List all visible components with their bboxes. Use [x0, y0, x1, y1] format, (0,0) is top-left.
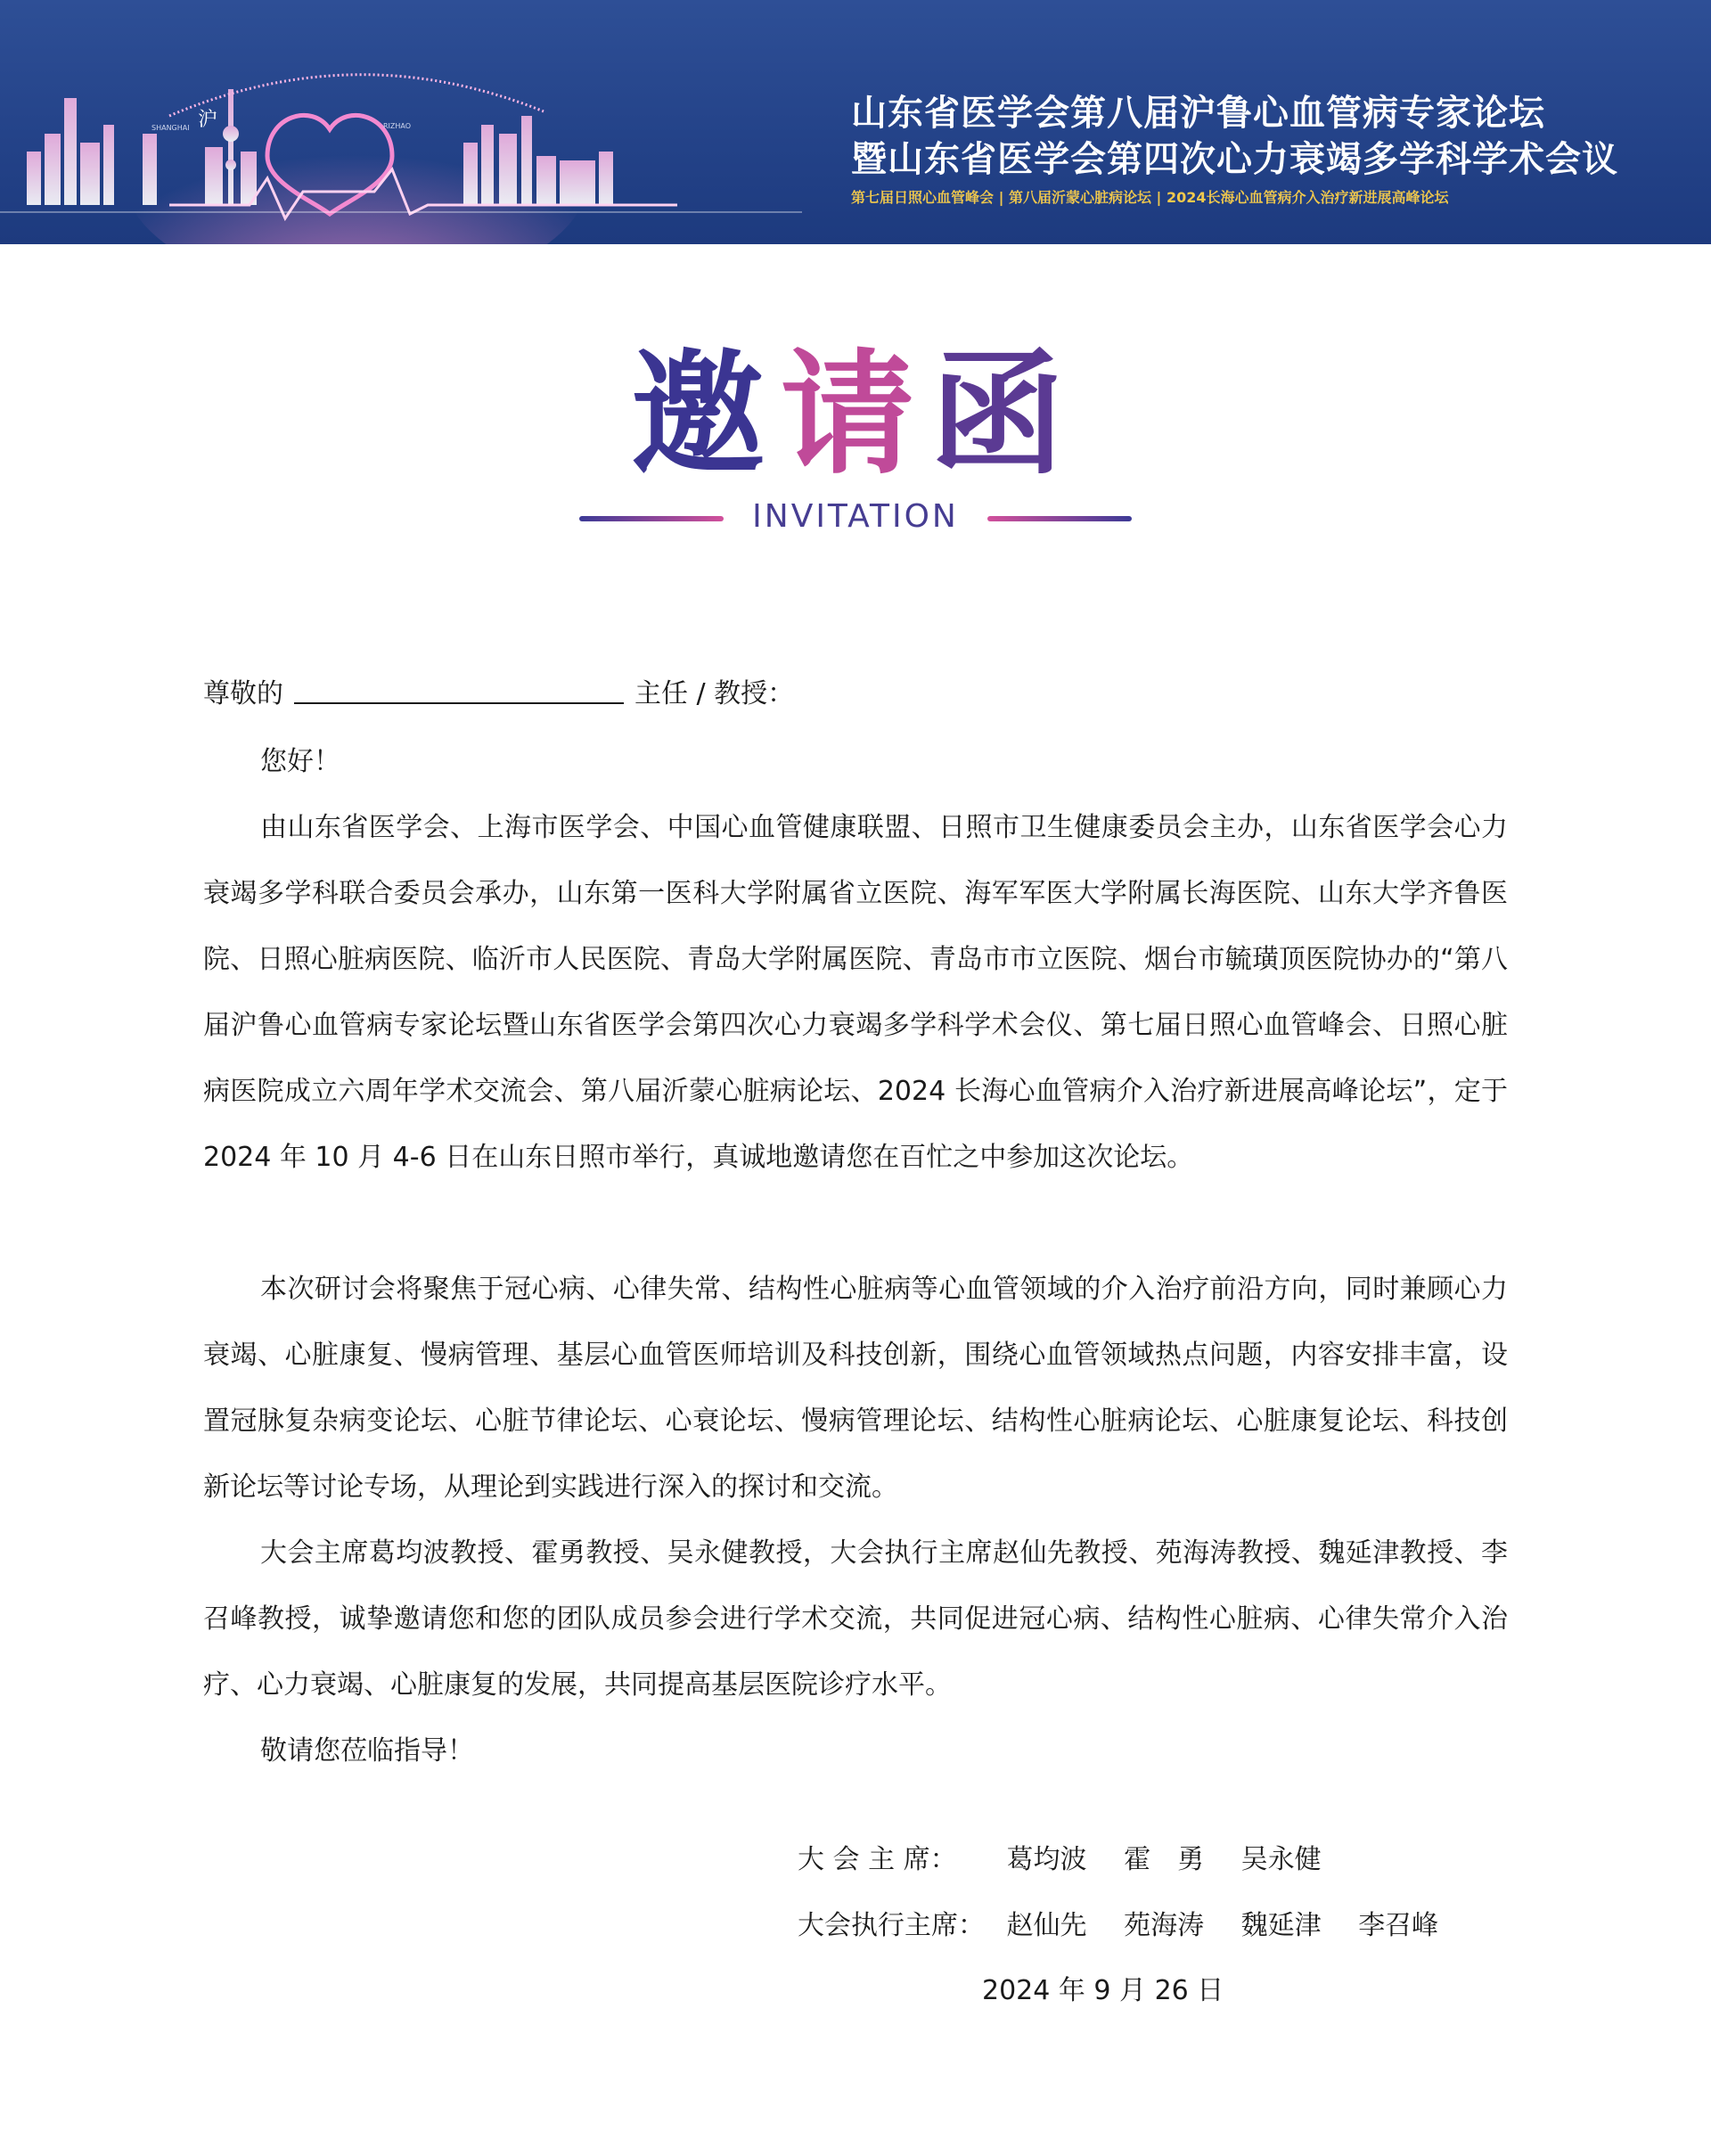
body-paragraph-3: 大会主席葛均波教授、霍勇教授、吴永健教授，大会执行主席赵仙先教授、苑海涛教授、魏延津教授、李召峰教授，诚挚邀请您和您的团队成员参会进行学术交流，共同促进冠心病、结构性心脏病、心律失常介入治疗、心力衰竭、心脏康复的发展，共同提高基层医院诊疗水平。	[203, 1537, 1508, 1701]
banner-title-line2: 暨山东省医学会第四次心力衰竭多学科学术会议	[851, 139, 1618, 180]
chair-name: 霍 勇	[1124, 1844, 1205, 1875]
body-paragraph-1: 由山东省医学会、上海市医学会、中国心血管健康联盟、日照市卫生健康委员会主办，山东省医学会心力衰竭多学科联合委员会承办，山东第一医科大学附属省立医院、海军军医大学附属长海医院、山东大学齐鲁医院、日照心脏病医院、临沂市人民医院、青岛大学附属医院、青岛市市立医院、烟台市毓璜顶医院协办的“第八届沪鲁心血管病专家论坛暨山东省医学会第四次心力衰竭多学科学术会仪、第七届日照心血管峰会、日照心脏病医院成立六周年学术交流会、第八届沂蒙心脏病论坛、2024 长海心血管病介入治疗新进展高峰论坛”，定于 2024 年 10 月 4-6 日在山东日照市举行，真诚地邀请您在百忙之中参加这次论坛。	[203, 812, 1508, 1173]
exec-chair-name: 李召峰	[1358, 1910, 1439, 1941]
closing-line: 敬请您莅临指导！	[260, 1735, 474, 1767]
invitation-title	[0, 336, 1711, 493]
name-blank-line	[294, 679, 624, 704]
exec-chairs-signature	[798, 1910, 1467, 1941]
exec-chair-name: 魏延津	[1240, 1910, 1322, 1941]
city-label-shanghai: SHANGHAI	[151, 124, 190, 132]
exec-chair-label: 大会执行主席：	[798, 1910, 985, 1941]
banner-subtitle: 第七届日照心血管峰会 | 第八届沂蒙心脏病论坛 | 2024长海心血管病介入治疗新进展高峰论坛	[851, 189, 1449, 206]
title-char-2: 请	[780, 336, 930, 493]
salutation-prefix: 尊敬的	[203, 678, 283, 709]
salutation-line	[203, 679, 794, 708]
salutation-suffix: 主任 / 教授：	[634, 678, 795, 709]
header-banner	[0, 0, 1711, 244]
title-char-3: 函	[930, 336, 1081, 493]
chair-label: 大 会 主 席：	[798, 1844, 957, 1875]
city-char-hu: 沪	[198, 109, 218, 131]
exec-chair-name: 赵仙先	[1006, 1910, 1087, 1941]
invitation-english-subtitle: INVITATION	[752, 498, 959, 535]
letter-date: 2024 年 9 月 26 日	[982, 1975, 1224, 2006]
heading-divider-right	[987, 516, 1132, 521]
city-label-rizhao: RIZHAO	[383, 122, 412, 130]
banner-title-line1: 山东省医学会第八届沪鲁心血管病专家论坛	[851, 93, 1545, 134]
body-paragraph-2: 本次研讨会将聚焦于冠心病、心律失常、结构性心脏病等心血管领域的介入治疗前沿方向，同时兼顾心力衰竭、心脏康复、慢病管理、基层心血管医师培训及科技创新，围绕心血管领域热点问题，内容安排丰富，设置冠脉复杂病变论坛、心脏节律论坛、心衰论坛、慢病管理论坛、结构性心脏病论坛、心脏康复论坛、科技创新论坛等讨论专场，从理论到实践进行深入的探讨和交流。	[203, 1274, 1508, 1503]
chair-name: 葛均波	[1006, 1844, 1087, 1875]
greeting-hello: 您好！	[260, 746, 340, 777]
chair-name: 吴永健	[1240, 1844, 1322, 1875]
title-char-1: 邀	[630, 336, 781, 493]
exec-chair-name: 苑海涛	[1124, 1910, 1205, 1941]
chairs-signature	[798, 1844, 1350, 1875]
